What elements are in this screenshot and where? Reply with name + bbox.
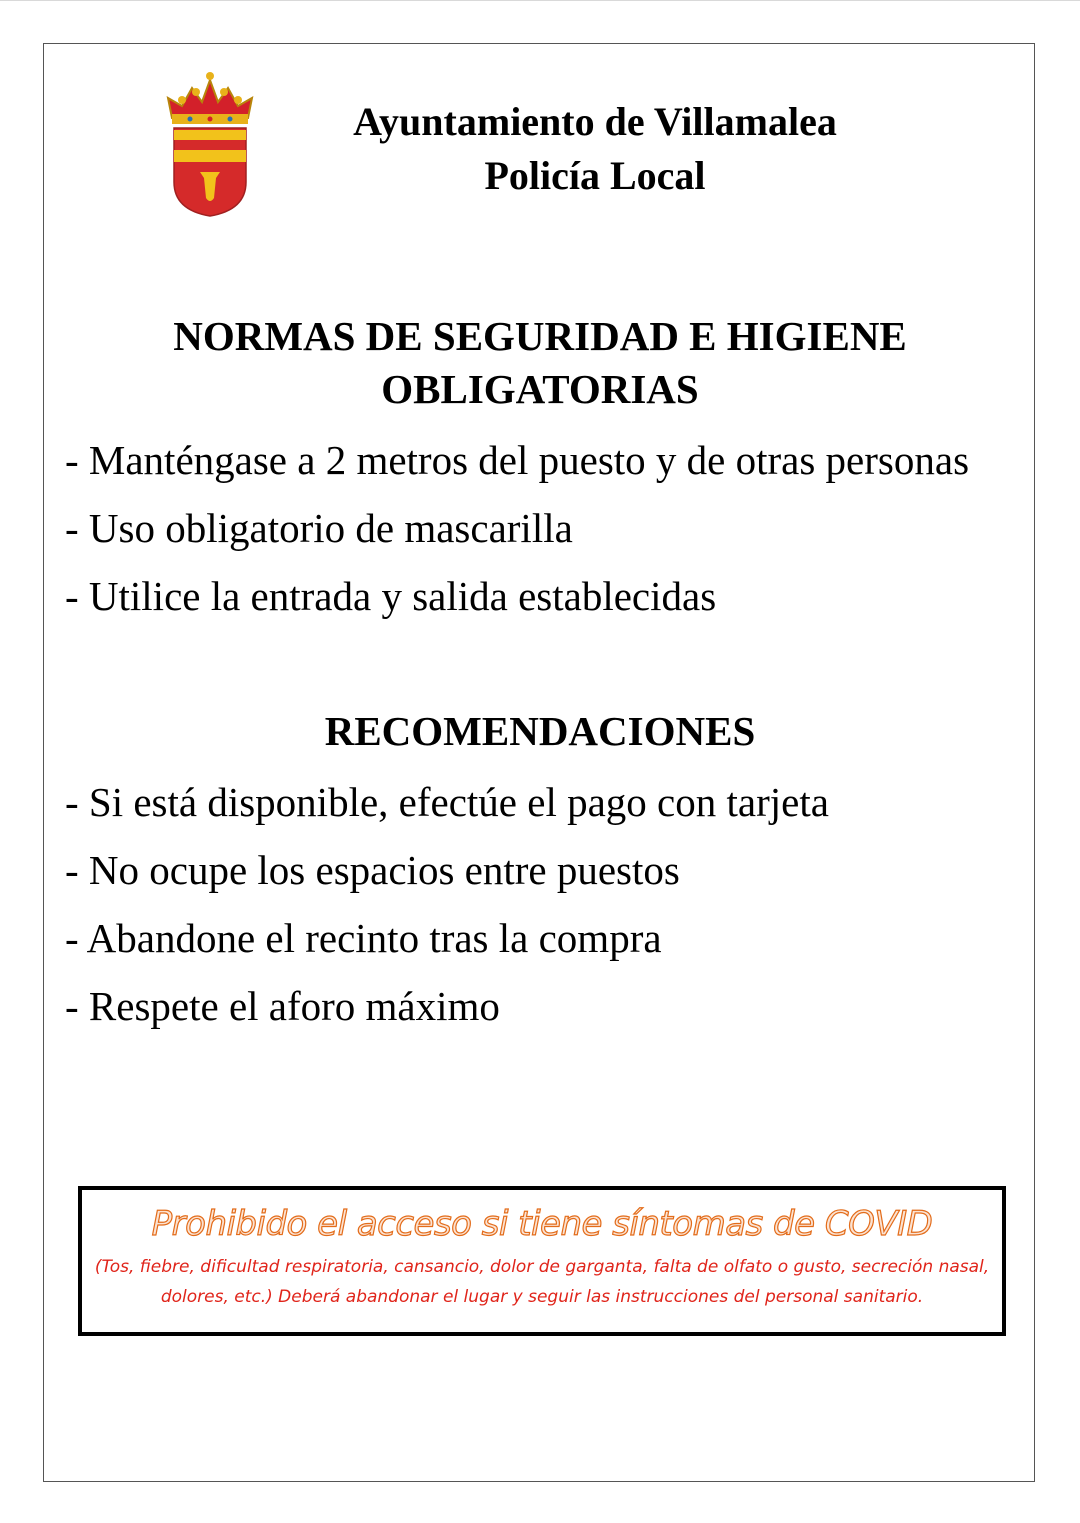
municipality-name: Ayuntamiento de Villamalea [353,99,837,144]
top-divider [0,0,1080,1]
norms-title [60,310,1020,416]
norm-item: - Uso obligatorio de mascarilla [65,505,573,551]
covid-warning-box [78,1186,1006,1336]
coat-of-arms-icon [160,70,260,220]
department-name: Policía Local [484,153,706,198]
norms-title-line1: NORMAS DE SEGURIDAD E HIGIENE [173,313,907,359]
recommendation-item: - Si está disponible, efectúe el pago con tarjeta [65,779,829,825]
covid-warning-title: Prohibido el acceso si tiene síntomas de COVID [151,1204,933,1244]
covid-warning-note: (Tos, fiebre, dificultad respiratoria, cansancio, dolor de garganta, falta de olfato o gusto, secreción nasal, dolores, etc.) Deberá abandonar el lugar y seguir las instrucciones del personal sanitario. [94,1257,990,1307]
recommendation-item: - No ocupe los espacios entre puestos [65,847,680,893]
norm-item: - Utilice la entrada y salida establecidas [65,573,717,619]
recommendations-title: RECOMENDACIONES [324,708,756,754]
norm-item: - Manténgase a 2 metros del puesto y de otras personas [65,437,970,483]
recommendation-item: - Abandone el recinto tras la compra [65,915,662,961]
header [300,95,890,203]
recommendation-item: - Respete el aforo máximo [65,983,500,1029]
norms-title-line2: OBLIGATORIAS [381,366,699,412]
